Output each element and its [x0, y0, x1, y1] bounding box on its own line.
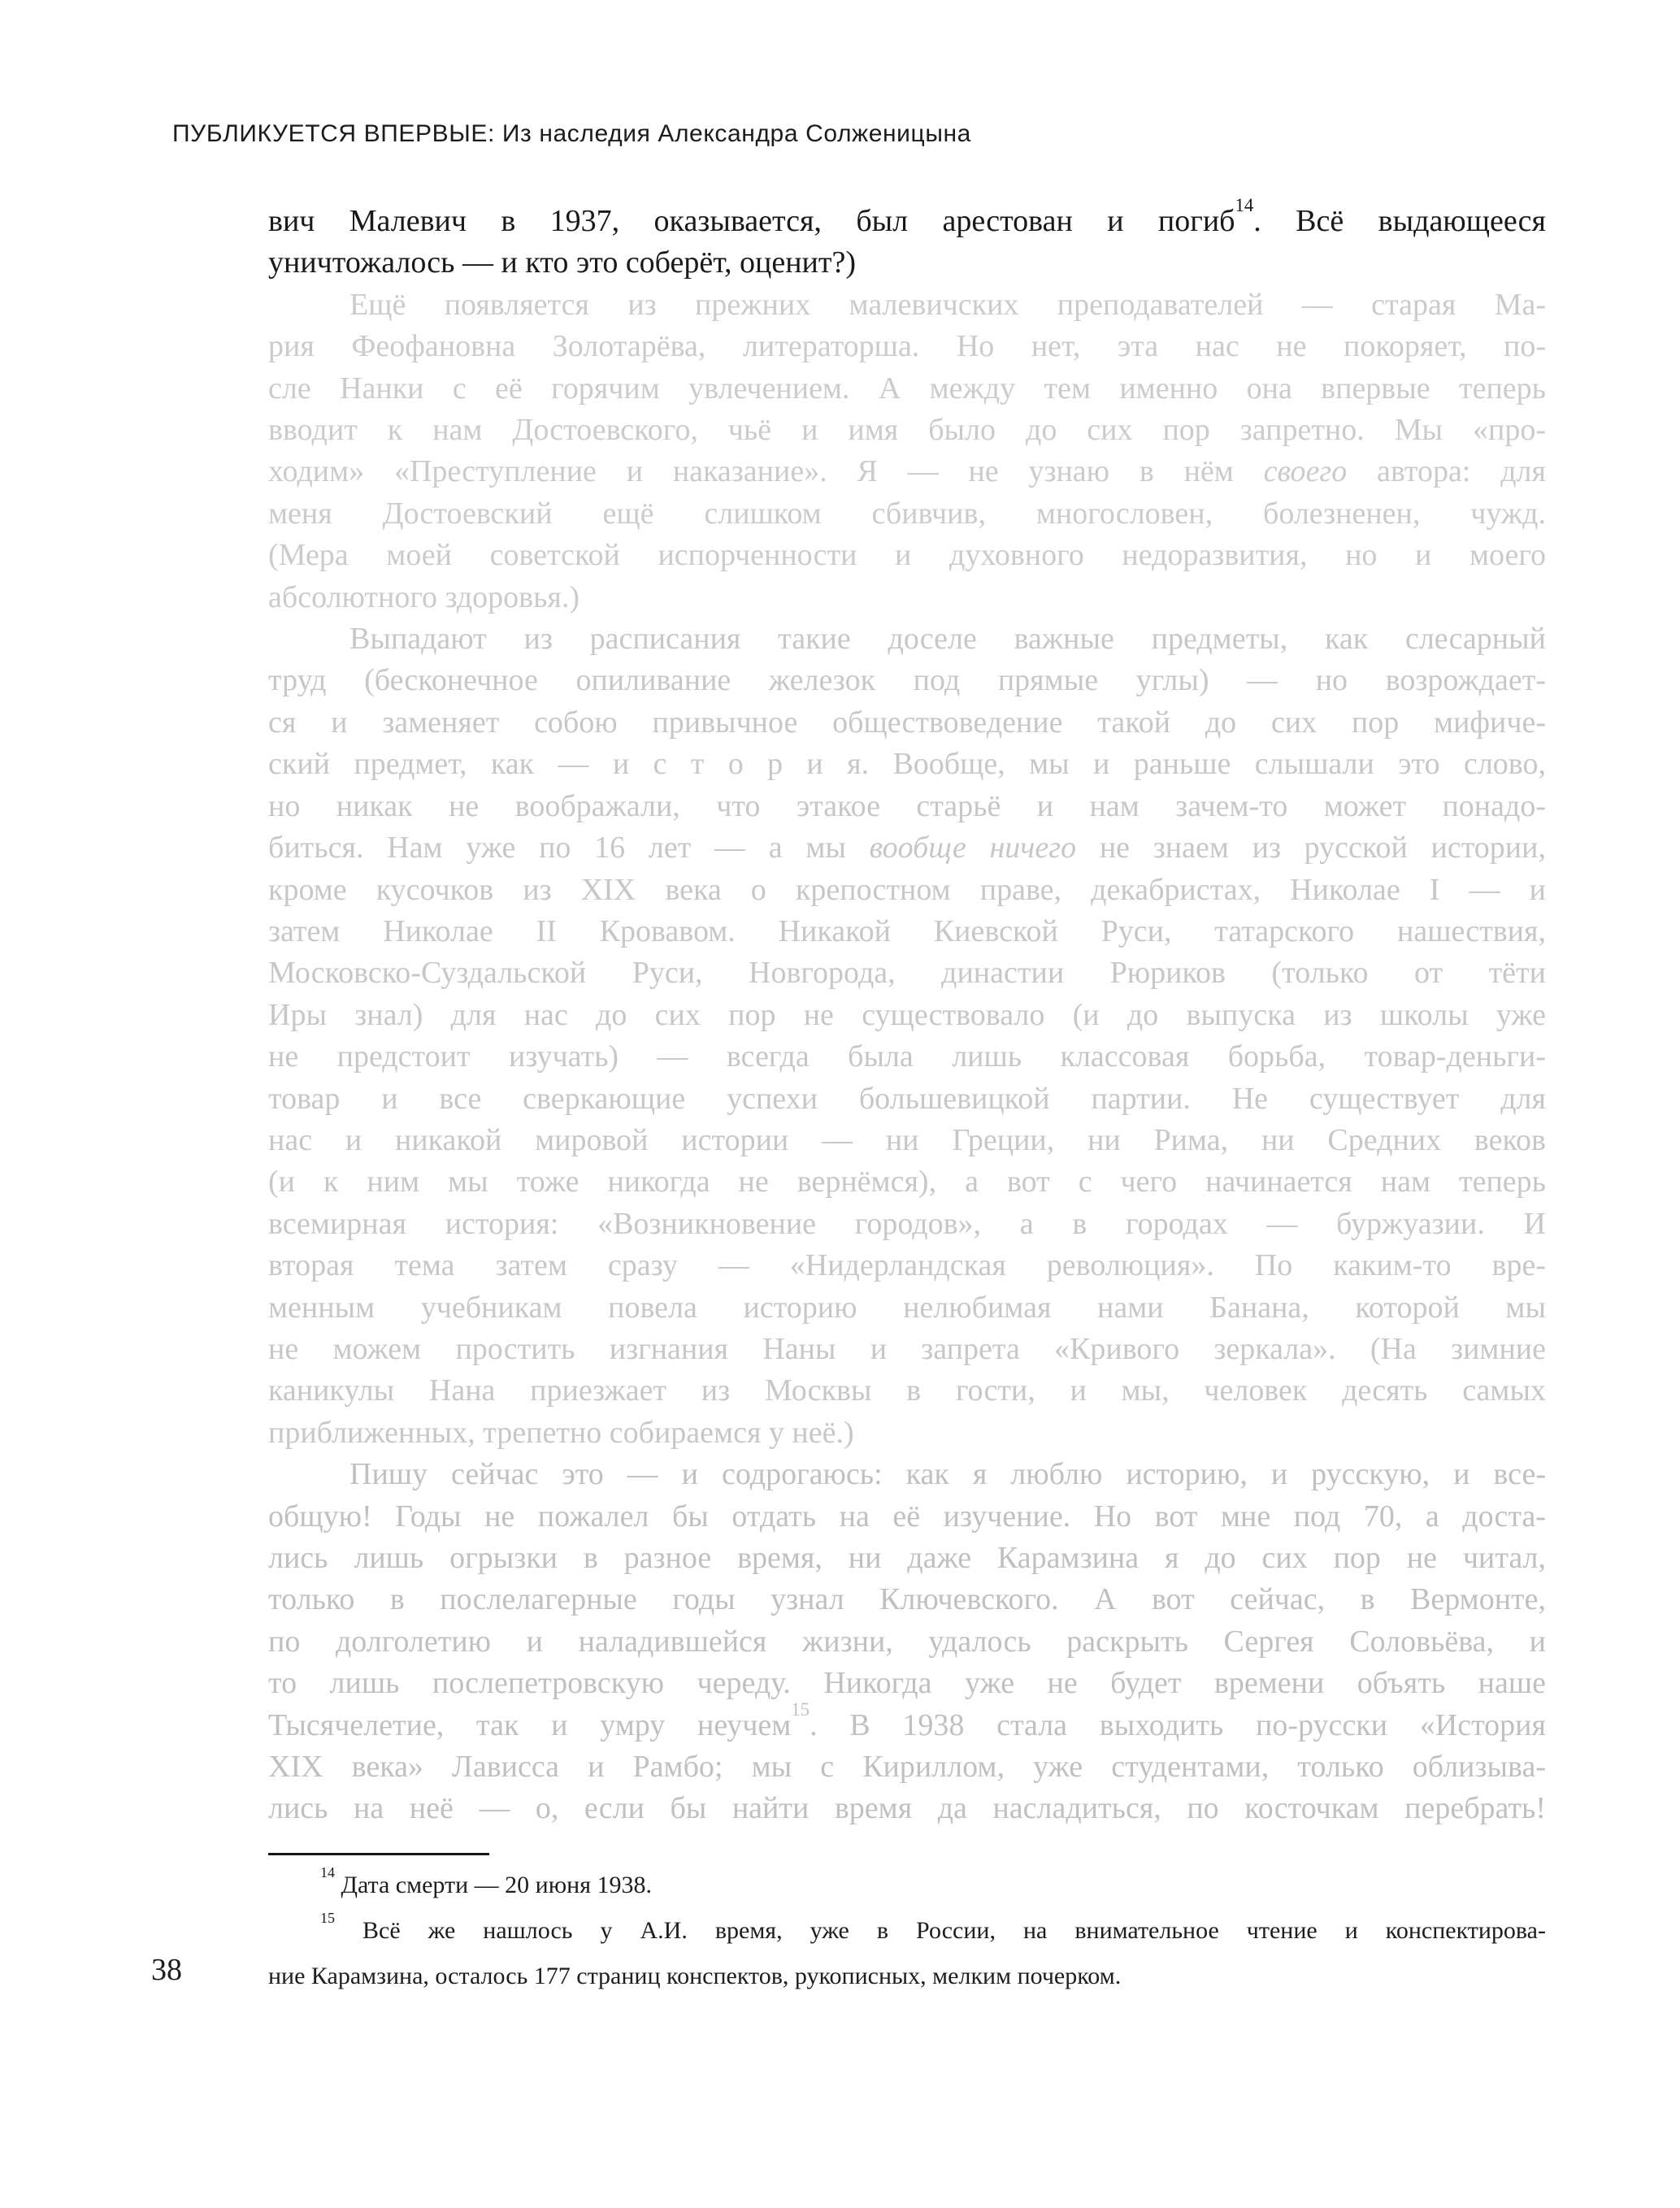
text-line: не можем простить изгнания Наны и запрета «Кривого зеркала». (На зимние [268, 1331, 1546, 1366]
text-line: кроме кусочков из XIX века о крепостном праве, декабристах, Николае I — и [268, 872, 1546, 907]
text-line: Московско-Суздальской Руси, Новгорода, династии Рюриков (только от тёти [268, 956, 1546, 991]
running-header: ПУБЛИКУЕТСЯ ВПЕРВЫЕ: Из наследия Александра Солженицына [172, 120, 971, 147]
text-line: $^{15}$ Всё же нашлось у А.И. время, уже в России, на внимательное чтение и конспектирова- [320, 1909, 1546, 1944]
text-line: всемирная история: «Возникновение городов», а в городах — буржуазии. И [268, 1206, 1546, 1241]
text-line: нас и никакой мировой истории — ни Греции, ни Рима, ни Средних веков [268, 1122, 1546, 1157]
footnotes [268, 1863, 1546, 1999]
text-line: лись лишь огрызки в разное время, ни даже Карамзина я до сих пор не читал, [268, 1541, 1546, 1575]
paragraph [268, 618, 1546, 1454]
text-line: лись на неё — о, если бы найти время да насладиться, по косточкам перебрать! [268, 1791, 1546, 1826]
text-line: товар и все сверкающие успехи большевицкой партии. Не существует для [268, 1081, 1546, 1116]
text-line: ский предмет, как — и с т о р и я. Вообще, мы и раньше слышали это слово, [268, 747, 1546, 782]
footnote [268, 1863, 1546, 1908]
text-line: вич Малевич в 1937, оказывается, был арестован и погиб$^{14}$. Всё выдающееся [268, 195, 1546, 238]
text-line: вводит к нам Достоевского, чьё и имя было до сих пор запретно. Мы «про- [268, 413, 1546, 448]
text-line: общую! Годы не пожалел бы отдать на её изучение. Но вот мне под 70, а доста- [268, 1499, 1546, 1533]
text-line: Пишу сейчас это — и содрогаюсь: как я люблю историю, и русскую, и все- [349, 1457, 1546, 1492]
text-line: каникулы Нана приезжает из Москвы в гости, и мы, человек десять самых [268, 1373, 1546, 1408]
text-line: но никак не воображали, что этакое старьё и нам зачем-то может понадо- [268, 788, 1546, 823]
text-line: Ещё появляется из прежних малевичских преподавателей — старая Ма- [349, 287, 1546, 322]
footnote [268, 1908, 1546, 1999]
text-line: только в послелагерные годы узнал Ключевского. А вот сейчас, в Вермонте, [268, 1582, 1546, 1617]
text-line: по долголетию и наладившейся жизни, удалось раскрыть Сергея Соловьёва, и [268, 1624, 1546, 1659]
text-line: XIX века» Лависса и Рамбо; мы с Кириллом, уже студентами, только облизыва- [268, 1750, 1546, 1785]
text-line: ние Карамзина, осталось 177 страниц конспектов, рукописных, мелким почерком. [268, 1963, 1122, 1989]
text-line: затем Николае II Кровавом. Никакой Киевской Руси, татарского нашествия, [268, 913, 1546, 948]
text-line: Выпадают из расписания такие доселе важные предметы, как слесарный [349, 622, 1546, 657]
paragraph [268, 1454, 1546, 1830]
text-line: не предстоит изучать) — всегда была лишь классовая борьба, товар-деньги- [268, 1039, 1546, 1074]
paragraph [268, 284, 1546, 618]
footnote-rule [268, 1853, 489, 1855]
text-line: ся и заменяет собою привычное обществоведение такой до сих пор мифиче- [268, 705, 1546, 740]
text-line: рия Феофановна Золотарёва, литераторша. Но нет, эта нас не покоряет, по- [268, 329, 1546, 364]
text-line: $^{14}$ Дата смерти — 20 июня 1938. [320, 1863, 652, 1898]
text-line: (Мера моей советской испорченности и духовного недоразвития, но и моего [268, 538, 1546, 573]
text-line: менным учебникам повела историю нелюбимая нами Банана, которой мы [268, 1290, 1546, 1325]
text-line: Иры знал) для нас до сих пор не существовало (и до выпуска из школы уже [268, 997, 1546, 1032]
text-line: меня Достоевский ещё слишком сбивчив, многословен, болезненен, чужд. [268, 496, 1546, 531]
text-line: вторая тема затем сразу — «Нидерландская революция». По каким-то вре- [268, 1248, 1546, 1283]
text-line: труд (бесконечное опиливание железок под прямые углы) — но возрождает- [268, 663, 1546, 698]
page-number: 38 [151, 1953, 182, 1987]
body-text [268, 195, 1547, 1830]
text-line: биться. Нам уже по 16 лет — а мы вообще ничего не знаем из русской истории, [268, 831, 1546, 865]
text-line: абсолютного здоровья.) [268, 579, 580, 614]
text-line: то лишь послепетровскую череду. Никогда уже не будет времени объять наше [268, 1666, 1546, 1701]
text-line: (и к ним мы тоже никогда не вернёмся), а вот с чего начинается нам теперь [268, 1165, 1546, 1199]
text-line: уничтожалось — и кто это соберёт, оценит?) [268, 245, 857, 280]
text-line: приближенных, трепетно собираемся у неё.) [268, 1415, 854, 1450]
paragraph [268, 195, 1546, 284]
text-line: Тысячелетие, так и умру неучем$^{15}$. В 1938 стала выходить по-русски «История [268, 1698, 1546, 1742]
text-line: ходим» «Преступление и наказание». Я — не узнаю в нём своего автора: для [268, 454, 1547, 489]
text-line: сле Нанки с её горячим увлечением. А между тем именно она впервые теперь [268, 371, 1546, 406]
